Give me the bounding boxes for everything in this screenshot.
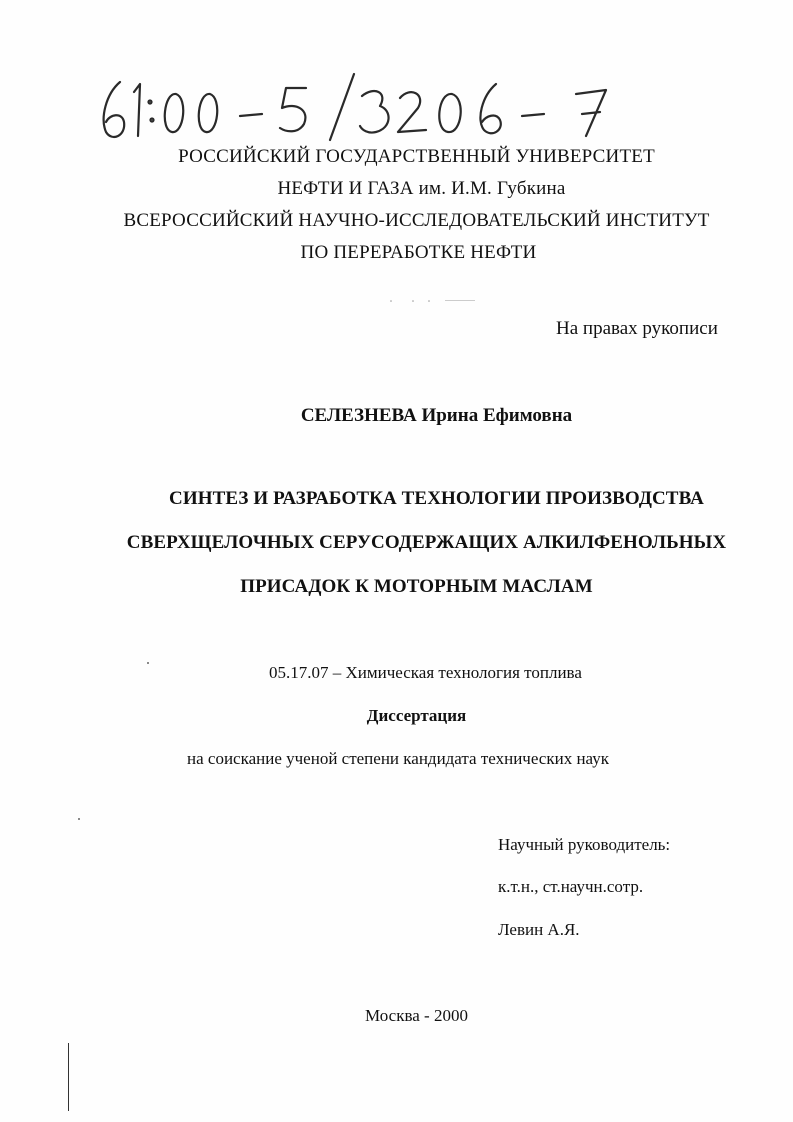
scan-speck: [78, 818, 80, 820]
institution-line-2: НЕФТИ И ГАЗА им. И.М. Губкина: [277, 178, 566, 199]
specialty-code: 05.17.07 – Химическая технология топлива: [269, 663, 582, 682]
place-year: Москва - 2000: [365, 1006, 468, 1025]
title-line-3: ПРИСАДОК К МОТОРНЫМ МАСЛАМ: [240, 576, 593, 597]
institution-line-4: ПО ПЕРЕРАБОТКЕ НЕФТИ: [300, 242, 537, 263]
institution-line-1: РОССИЙСКИЙ ГОСУДАРСТВЕННЫЙ УНИВЕРСИТЕТ: [178, 146, 655, 167]
scan-artifact-dots: [385, 291, 485, 297]
supervisor-name: Левин А.Я.: [498, 920, 580, 939]
degree-line: на соискание ученой степени кандидата технических наук: [187, 749, 610, 768]
title-line-2: СВЕРХЩЕЛОЧНЫХ СЕРУСОДЕРЖАЩИХ АЛКИЛФЕНОЛЬНЫХ: [126, 532, 727, 553]
document-type: Диссертация: [366, 706, 467, 725]
title-line-1: СИНТЕЗ И РАЗРАБОТКА ТЕХНОЛОГИИ ПРОИЗВОДСТВА: [169, 488, 704, 509]
author-name: СЕЛЕЗНЕВА Ирина Ефимовна: [300, 405, 573, 426]
handwritten-catalog-number: [92, 70, 632, 150]
scan-speck: [147, 662, 149, 664]
supervisor-rank: к.т.н., ст.научн.сотр.: [498, 877, 644, 896]
scan-margin-line: [68, 1043, 69, 1111]
supervisor-label: Научный руководитель:: [498, 835, 671, 854]
rights-note: На правах рукописи: [556, 318, 718, 339]
institution-line-3: ВСЕРОССИЙСКИЙ НАУЧНО-ИССЛЕДОВАТЕЛЬСКИЙ ИНСТИТУТ: [123, 210, 710, 231]
